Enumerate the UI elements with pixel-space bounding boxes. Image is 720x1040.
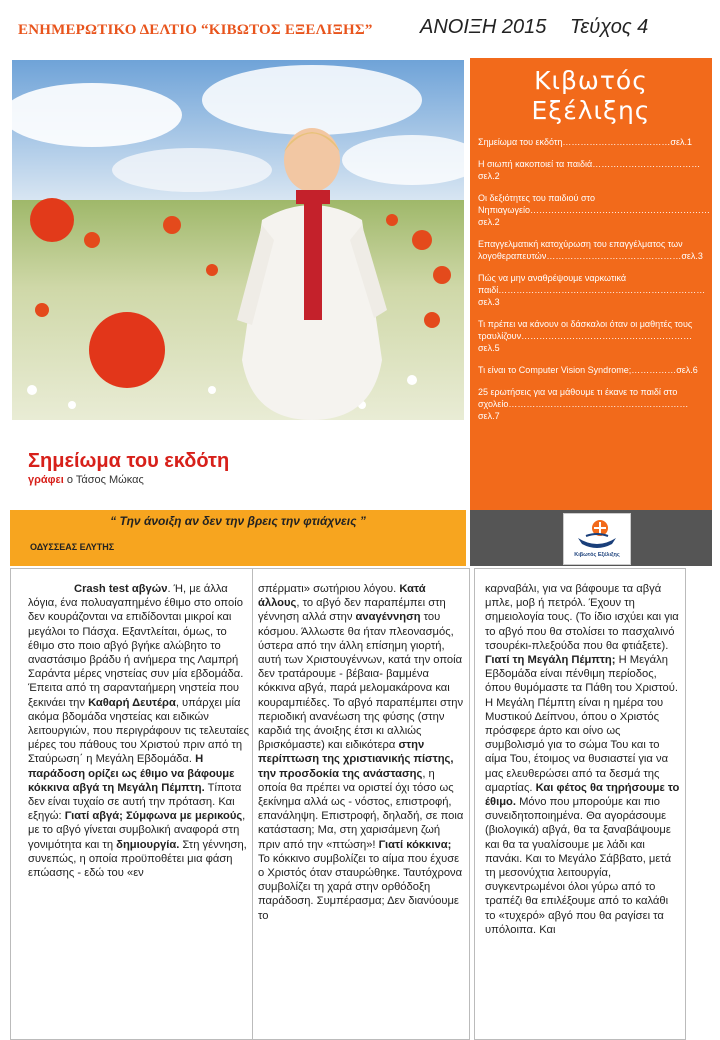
toc-item[interactable]: Οι δεξιότητες του παιδιού στο Νηπιαγωγείο……………………………………………………σελ.2: [478, 193, 710, 227]
article-bold-run: Η παράδοση ορίζει ως έθιμο να βάφουμε κόκκινα αβγά τη Μεγάλη Πέμπτη.: [28, 753, 235, 794]
article-text-run: , το αβγό δεν παραπέμπει στη γέννηση αλλά στην: [258, 597, 446, 624]
issue-label: Τεύχος 4: [570, 16, 649, 38]
article-column-3: [485, 582, 680, 937]
article-bold-run: Γιατί κόκκινα;: [378, 838, 452, 851]
article-text-run: Στη γέννηση, συνεπώς, η οποία προϋποθέτει μια φάση επώασης - εδώ του «εν: [28, 838, 247, 880]
toc-item[interactable]: Σημείωμα του εκδότη………………………………σελ.1: [478, 137, 692, 147]
editor-byline: γράφει ο Τάσος Μώκας: [28, 474, 144, 486]
article-bold-run: Γιατί αβγά; Σύμφωνα με μερικούς: [64, 810, 243, 823]
article-text-run: Μόνο που μπορούμε και πιο συνειδητοποιημένα. Θα αγοράσουμε (βιολογικά) αβγά, θα τα ξαναβάψουμε και θα τα γυαλίσουμε με λάδι και πανάκι. Και το Μεγάλο Σάββατο, μετά τη μεσονύχτια λειτουργία, συγκεντρωμένοι όλοι γύρω από το τραπέζι θα επιλέξουμε από το καλάθι το «τυχερό» αβγό που θα ραγίσει τα υπόλοιπα. Και: [485, 796, 672, 936]
toc-title: Κιβωτός Εξέλιξης: [531, 66, 651, 125]
article-text-run: του κόσμου. Άλλωστε θα ήταν πλεονασμός, ύστερα από την άλλη επίσημη γιορτή, αυτή των Χριστουγέννων, κατά την οποία δεν τρατάρουμε - βέβαια- βαμμένα κόκκινα αβγά, παρά μελομακάρονα και κουραμπιέδες. Το αβγό παραπέμπει στην περιοδική ανανέωση της φύσης (στην καρδιά της άνοιξης έτσι κι αλλιώς βρισκόμαστε) και ειδικότερα: [258, 611, 464, 752]
ark-logo-icon: [564, 514, 630, 554]
article-bold-run: Και φέτος θα τηρήσουμε το έθιμο.: [485, 781, 680, 809]
article-text-run: Η Μεγάλη Εβδομάδα είναι πένθιμη περίοδος, όπου θυμόμαστε τα Πάθη του Χριστού. Η Μεγάλη Πέμπτη είναι η ημέρα του Μυστικού Δείπνου, όπου ο Χριστός πρόσφερε άρτο και οίνο ως συμβολισμό για το σώμα Του και το αίμα Του, έτοιμος να θυσιαστεί για να μας ελευθερώσει από τα δεσμά της αμαρτίας.: [485, 654, 678, 794]
toc-item[interactable]: Επαγγελματική κατοχύρωση του επαγγέλματος των λογοθεραπευτών………………………………………σελ.3: [478, 239, 703, 261]
article-text-run: , υπάρχει μία ακόμα βδομάδα νηστείας και ειδικών λειτουργιών, που περιγράφουν τις τελευταίες μέρες του πάθους του Χριστού πριν από τη Σταύρωση΄ η Μεγάλη Εβδομάδα.: [28, 696, 250, 766]
article-bold-run: αναγέννηση: [355, 611, 421, 624]
article-text-run: καρναβάλι, για να βάφουμε τα αβγά μπλε, μοβ ή πετρόλ. Έχουν τη σημειολογία τους. (Το ίδιο ισχύει και για το αβγό που θα στολίσει το πασχαλινό τσουρέκι-πλεξούδα που θα φτιάξετε).: [485, 583, 679, 652]
article-bold-run: δημιουργία.: [116, 838, 180, 851]
article-text-run: , με το αβγό γίνεται συμβολική αναφορά στη γονιμότητα και τη: [28, 810, 246, 851]
editor-note-title: Σημείωμα του εκδότη: [28, 450, 230, 472]
logo-caption: Κιβωτός Εξέλιξης: [574, 552, 620, 558]
table-of-contents: [470, 58, 712, 428]
orange-panel: [470, 428, 712, 510]
season-label: ΑΝΟΙΞΗ 2015: [420, 16, 547, 38]
article-bold-run: Κατά άλλους: [258, 583, 426, 610]
toc-item[interactable]: Η σιωπή κακοποιεί τα παιδιά………………………………σελ.2: [478, 159, 701, 181]
article-text-run: σπέρματι» σωτήριου λόγου.: [258, 583, 400, 595]
article-bold-run: στην περίπτωση της χριστιανικής πίστης, την προσδοκία της ανάστασης: [258, 739, 454, 780]
toc-item[interactable]: 25 ερωτήσεις για να μάθουμε τι έκανε το παιδί στο σχολείο……………………………………………………σελ.7: [478, 387, 689, 421]
article-bold-run: Καθαρή Δευτέρα: [88, 696, 176, 709]
article-text-run: . Ή, με άλλα λόγια, ένα πολυαγαπημένο έθιμο στο οποίο δεν κουράζονται να επιδίδονται μικροί και μεγάλοι το Πάσχα. Εξαντλείται, όμως, το έθιμο στο ποιο αβγό βγήκε αλώβητο το αναστάσιμο βράδυ ή ανήμερα της Λαμπρή Σαράντα μέρες νηστείας συν μία εβδομάδα. Έπειτα από τη σαρανταήμερη νηστεία που ξεκινάει την: [28, 583, 244, 709]
article-bold-run: Crash test αβγών: [74, 583, 168, 595]
quote-band: [10, 510, 466, 566]
article-text-run: Τίποτα δεν είναι τυχαίο σε αυτή την πρόταση. Και εξηγώ:: [28, 781, 242, 823]
article-column-1: [28, 582, 250, 880]
toc-item[interactable]: Τι πρέπει να κάνουν οι δάσκαλοι όταν οι μαθητές τους τραυλίζουν…………………………………………………σελ.5: [478, 319, 693, 353]
cover-photo: [12, 60, 464, 420]
toc-list: [478, 136, 710, 456]
article-column-2: [258, 582, 464, 923]
article-text-run: Το κόκκινο συμβολίζει το αίμα που έχυσε ο Χριστός όταν σταυρώθηκε. Ταυτόχρονα συμβολίζει τη χαρά στην ορθόδοξη παράδοση. Συμπέρασμα; Δεν διανύουμε το: [258, 852, 463, 922]
quote-text: “ Την άνοιξη αν δεν την βρεις την φτιάχνεις ”: [110, 514, 366, 528]
logo: [563, 513, 631, 565]
toc-item[interactable]: Πώς να μην αναθρέψουμε ναρκωτικά παιδί……………………………………………………………σελ.3: [478, 273, 706, 307]
article-bold-run: Γιατί τη Μεγάλη Πέμπτη;: [485, 654, 616, 667]
quote-author: ΟΔΥΣΣΕΑΣ ΕΛΥΤΗΣ: [30, 542, 115, 552]
article-text-run: , η οποία θα πρέπει να οριστεί όχι τόσο ως ξεκίνημα αλλά ως - νόστος, επιστροφή, επανάληψη. Επιστροφή, δηλαδή, σε ποια κατάσταση; Μα, στη χαρισάμενη ζωή πριν από την «πτώση»!: [258, 767, 464, 851]
newsletter-title: ΕΝΗΜΕΡΩΤΙΚΟ ΔΕΛΤΙΟ “ΚΙΒΩΤΟΣ ΕΞΕΛΙΞΗΣ”: [18, 22, 373, 38]
toc-item[interactable]: Τι είναι το Computer Vision Syndrome;……………σελ.6: [478, 365, 698, 375]
